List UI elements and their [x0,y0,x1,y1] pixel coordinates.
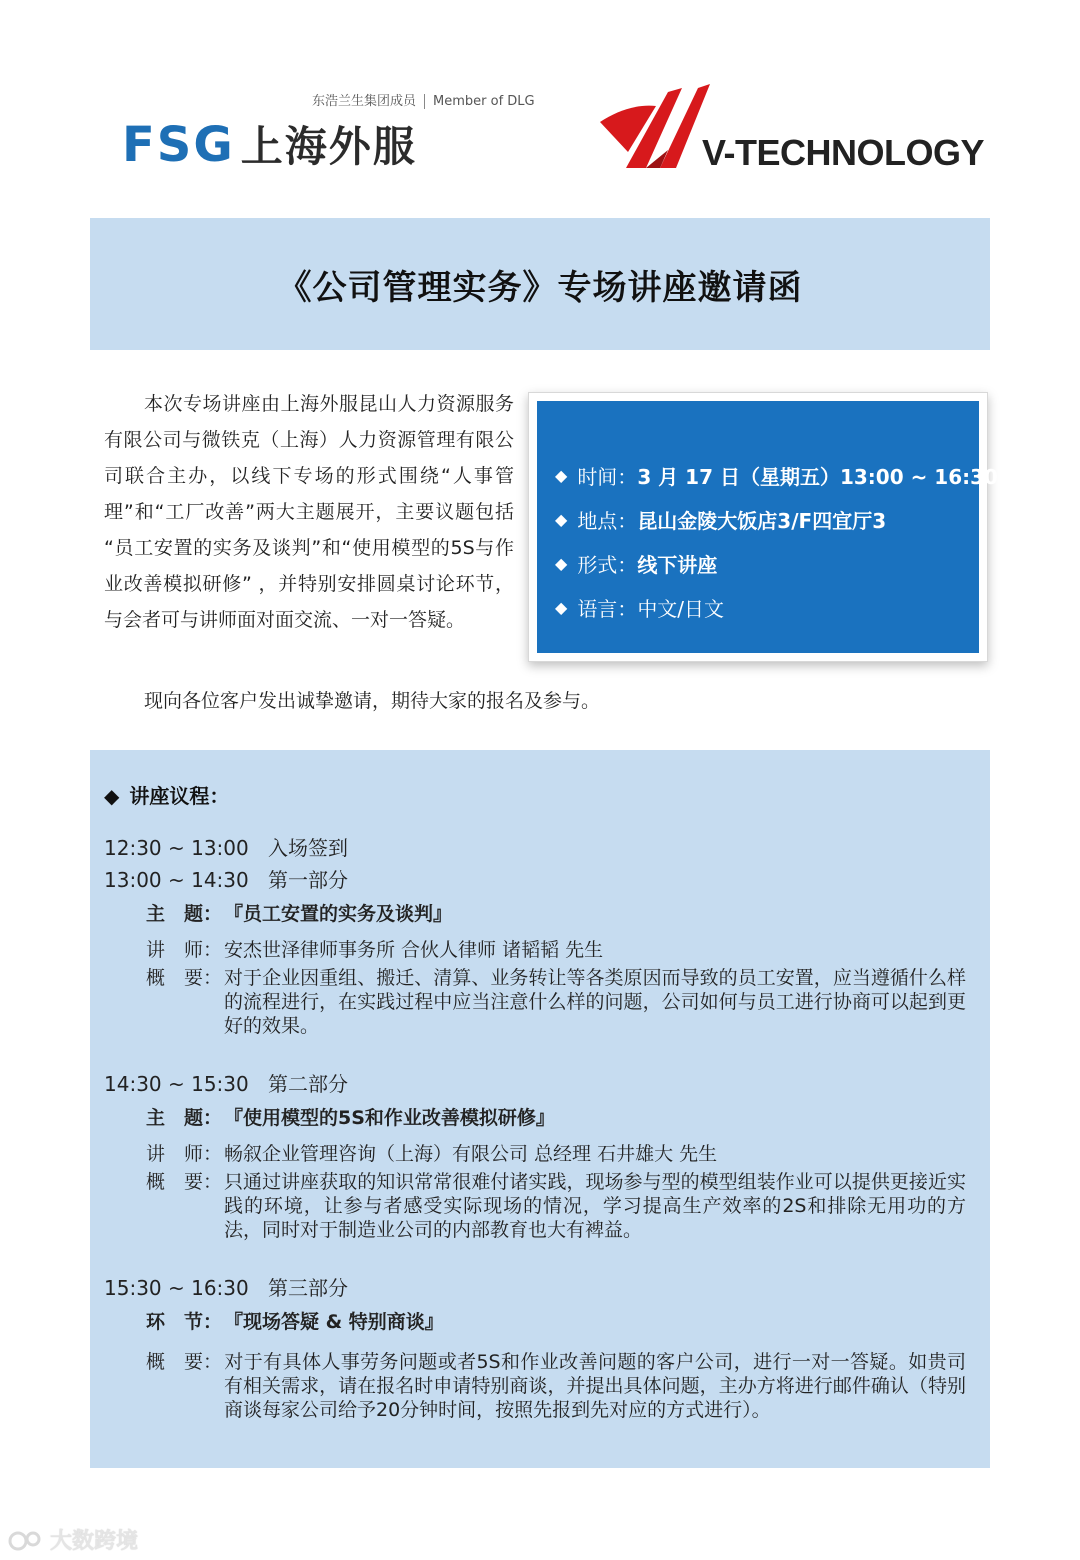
v-swoosh-icon [598,80,718,175]
info-row-time [555,453,998,497]
info-row-language [555,585,979,629]
field-key: 概 要： [146,967,223,989]
fsg-tagline [312,90,535,109]
info-value: 线下讲座 [637,552,718,577]
field-key: 主 题： [146,1107,223,1129]
vtechnology-wordmark: V-TECHNOLOGY [702,132,985,173]
fsg-tagline-en: Member of DLG [433,94,535,109]
agenda-section [90,750,990,1468]
field-value: 对于有具体人事劳务问题或者5S和作业改善问题的客户公司，进行一对一答疑。如贵司有相关需求，请在报名时申请特别商谈，并提出具体问题，主办方将进行邮件确认（特别商谈每家公司给予20分钟时间，按照先报到先对应的方式进行）。 [224,1351,966,1421]
part1-topic [146,902,966,926]
diamond-bullet-icon: ◆ [555,465,568,485]
title-banner [90,218,990,350]
field-value: 『员工安置的实务及谈判』 [224,903,453,925]
info-label: 地点： [577,508,638,533]
page-title: 《公司管理实务》专场讲座邀请函 [277,267,803,308]
field-key: 讲 师： [146,939,223,961]
field-key: 主 题： [146,903,223,925]
field-value: 畅叙企业管理咨询（上海）有限公司 总经理 石井雄大 先生 [224,1143,718,1165]
part1-summary [146,966,966,1038]
slot-time: 13:00 ~ 14:30 [104,868,249,892]
diamond-bullet-icon: ◆ [555,553,568,573]
agenda-slot [104,1068,348,1097]
agenda-slot [104,864,348,893]
agenda-heading-label: 讲座议程： [129,784,230,808]
info-row-format [555,541,979,585]
field-value: 『现场答疑 & 特别商谈』 [224,1311,444,1333]
info-value: 昆山金陵大饭店3/F四宜厅3 [637,508,887,533]
diamond-bullet-icon: ◆ [555,597,568,617]
slot-label: 第二部分 [268,1072,348,1096]
diamond-bullet-icon: ◆ [104,784,120,808]
invite-text: 现向各位客户发出诚挚邀请，期待大家的报名及参与。 [144,690,601,712]
slot-label: 入场签到 [268,836,348,860]
info-value: 中文/日文 [637,596,725,621]
slot-time: 12:30 ~ 13:00 [104,836,249,860]
field-value: 安杰世泽律师事务所 合伙人律师 诸韬韬 先生 [224,939,604,961]
field-key: 概 要： [146,1351,223,1373]
watermark-text: 大数跨境 [50,1529,139,1554]
info-label: 时间： [577,464,638,489]
info-value: 3 月 17 日（星期五）13:00 ~ 16:30 [637,464,998,489]
field-key: 讲 师： [146,1143,223,1165]
watermark-logo-icon [6,1525,46,1555]
part2-summary [146,1170,966,1242]
event-info-panel [537,401,998,653]
fsg-logo [122,86,535,176]
agenda-slot [104,832,348,861]
watermark [6,1524,138,1555]
slot-time: 14:30 ~ 15:30 [104,1072,249,1096]
part3-summary [146,1350,966,1422]
field-value: 只通过讲座获取的知识常常很难付诸实践，现场参与型的模型组装作业可以提供更接近实践的环境，让参与者感受实际现场的情况，学习提高生产效率的2S和排除无用功的方法，同时对于制造业公司的内部教育也大有裨益。 [224,1171,966,1241]
part2-speaker [146,1142,966,1166]
info-label: 形式： [577,552,638,577]
tagline-divider [424,94,425,109]
agenda-slot [104,1272,348,1301]
fsg-wordmark [122,114,417,174]
part2-topic [146,1106,966,1130]
info-label: 语言： [577,596,638,621]
part3-topic [146,1310,966,1334]
slot-label: 第一部分 [268,868,348,892]
vtechnology-logo [598,80,985,180]
field-key: 环 节： [146,1311,223,1333]
fsg-tagline-cn: 东浩兰生集团成员 [312,94,417,109]
field-value: 对于企业因重组、搬迁、清算、业务转让等各类原因而导致的员工安置，应当遵循什么样的流程进行，在实践过程中应当注意什么样的问题，公司如何与员工进行协商可以起到更好的效果。 [224,967,966,1037]
event-info-card [528,392,998,662]
fsg-letters: FSG [122,117,235,173]
diamond-bullet-icon: ◆ [555,509,568,529]
intro-paragraph: 本次专场讲座由上海外服昆山人力资源服务有限公司与微铁克（上海）人力资源管理有限公司联合主办，以线下专场的形式围绕“人事管理”和“工厂改善”两大主题展开，主要议题包括 “员工安置的实务及谈判”和“使用模型的5S与作业改善模拟研修” ，并特别安排圆桌讨论环节，与会者可与讲师面对面交流、一对一答疑。 [104,393,514,631]
slot-label: 第三部分 [268,1276,348,1300]
fsg-cn-name: 上海外服 [240,122,417,171]
field-key: 概 要： [146,1171,223,1193]
agenda-heading [104,780,229,809]
field-value: 『使用模型的5S和作业改善模拟研修』 [224,1107,555,1129]
info-row-location [555,497,979,541]
part1-speaker [146,938,966,962]
slot-time: 15:30 ~ 16:30 [104,1276,249,1300]
